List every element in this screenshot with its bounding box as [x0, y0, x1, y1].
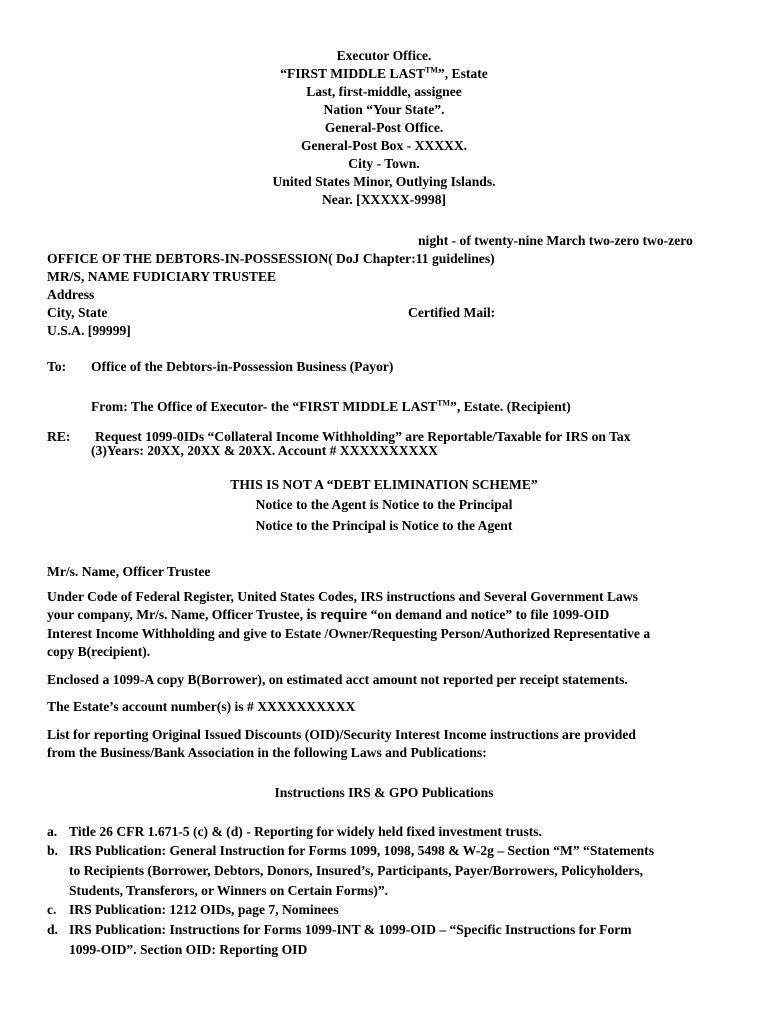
is-require-emphasis: is require	[306, 607, 368, 623]
body-para3: The Estate’s account number(s) is # XXXXXXXXXX	[47, 699, 356, 714]
body-para1-line2-start: your company, Mr/s. Name, Officer Trustee,	[47, 607, 307, 622]
recipient-country-zip: U.S.A. [99999]	[47, 323, 131, 338]
recipient-address: Address	[47, 287, 95, 302]
notice-heading: THIS IS NOT A “DEBT ELIMINATION SCHEME”	[230, 477, 538, 492]
post-box-line: General-Post Box - XXXXX.	[300, 138, 468, 153]
body-para1-line2	[47, 606, 609, 624]
list-marker-c: c.	[47, 902, 57, 917]
body-para1-line1: Under Code of Federal Register, United States Codes, IRS instructions and Several Government Laws	[47, 589, 638, 604]
body-para2: Enclosed a 1099-A copy B(Borrower), on estimated acct amount not reported per receipt statements.	[47, 672, 628, 687]
publication-d-line-1: IRS Publication: Instructions for Forms 1099-INT & 1099-OID – “Specific Instructions for Form	[69, 922, 632, 937]
notice-principal-agent: Notice to the Principal is Notice to the Agent	[255, 518, 513, 533]
estate-name-suffix: ”, Estate	[437, 66, 488, 81]
recipient-name: MR/S, NAME FUDICIARY TRUSTEE	[47, 269, 277, 284]
from-line	[91, 398, 571, 416]
re-line-1: Request 1099-0IDs “Collateral Income Withholding” are Reportable/Taxable for IRS on Tax	[95, 429, 631, 444]
body-para4-line1: List for reporting Original Issued Discounts (OID)/Security Interest Income instructions are provided	[47, 727, 636, 742]
publication-c-line-1: IRS Publication: 1212 OIDs, page 7, Nominees	[69, 902, 339, 917]
recipient-office: OFFICE OF THE DEBTORS-IN-POSSESSION( DoJ Chapter:11 guidelines)	[47, 251, 495, 266]
recipient-city-state: City, State	[47, 305, 108, 320]
body-para1-line2-end: “on demand and notice” to file 1099-OID	[367, 607, 610, 622]
from-suffix: ”, Estate. (Recipient)	[450, 399, 571, 414]
certified-mail-label: Certified Mail:	[408, 305, 496, 320]
salutation: Mr/s. Name, Officer Trustee	[47, 564, 211, 579]
re-label: RE:	[47, 429, 71, 444]
section-title: Instructions IRS & GPO Publications	[274, 785, 494, 800]
body-para4-line2: from the Business/Bank Association in the following Laws and Publications:	[47, 745, 487, 760]
post-office-line: General-Post Office.	[324, 120, 444, 135]
notice-agent-principal: Notice to the Agent is Notice to the Principal	[255, 497, 513, 512]
to-value: Office of the Debtors-in-Possession Business (Payor)	[91, 359, 394, 374]
estate-name-line	[0, 65, 768, 83]
trademark-mark: TM	[437, 398, 451, 408]
outlying-islands-line: United States Minor, Outlying Islands.	[272, 174, 496, 189]
list-marker-d: d.	[47, 922, 58, 937]
near-zip-line: Near. [XXXXX-9998]	[321, 192, 447, 207]
list-marker-b: b.	[47, 843, 58, 858]
publication-b-line-3: Students, Transferors, or Winners on Certain Forms)”.	[69, 883, 389, 898]
trademark-mark: TM	[425, 65, 438, 75]
publication-a-line-1: Title 26 CFR 1.671-5 (c) & (d) - Reporting for widely held fixed investment trusts.	[69, 824, 542, 839]
publication-b-line-2: to Recipients (Borrower, Debtors, Donors, Insured’s, Participants, Payer/Borrowers, Policyholders,	[69, 863, 644, 878]
from-prefix: From: The Office of Executor- the “FIRST MIDDLE LAST	[91, 399, 438, 414]
publication-d-line-2: 1099-OID”. Section OID: Reporting OID	[69, 942, 308, 957]
re-line-2: (3)Years: 20XX, 20XX & 20XX. Account # XXXXXXXXXX	[91, 443, 438, 458]
city-town-line: City - Town.	[348, 156, 420, 171]
body-para1-line3: Interest Income Withholding and give to Estate /Owner/Requesting Person/Authorized Representative a	[47, 626, 651, 641]
nation-line: Nation “Your State”.	[323, 102, 445, 117]
body-para1-line4: copy B(recipient).	[47, 644, 151, 659]
to-label: To:	[47, 359, 67, 374]
date-line: night - of twenty-nine March two-zero two-zero	[418, 233, 693, 248]
assignee-line: Last, first-middle, assignee	[306, 84, 462, 99]
executor-office-line: Executor Office.	[336, 48, 432, 63]
estate-name-prefix: “FIRST MIDDLE LAST	[280, 66, 426, 81]
list-marker-a: a.	[47, 824, 58, 839]
publication-b-line-1: IRS Publication: General Instruction for Forms 1099, 1098, 5498 & W-2g – Section “M” “Statements	[69, 843, 654, 858]
